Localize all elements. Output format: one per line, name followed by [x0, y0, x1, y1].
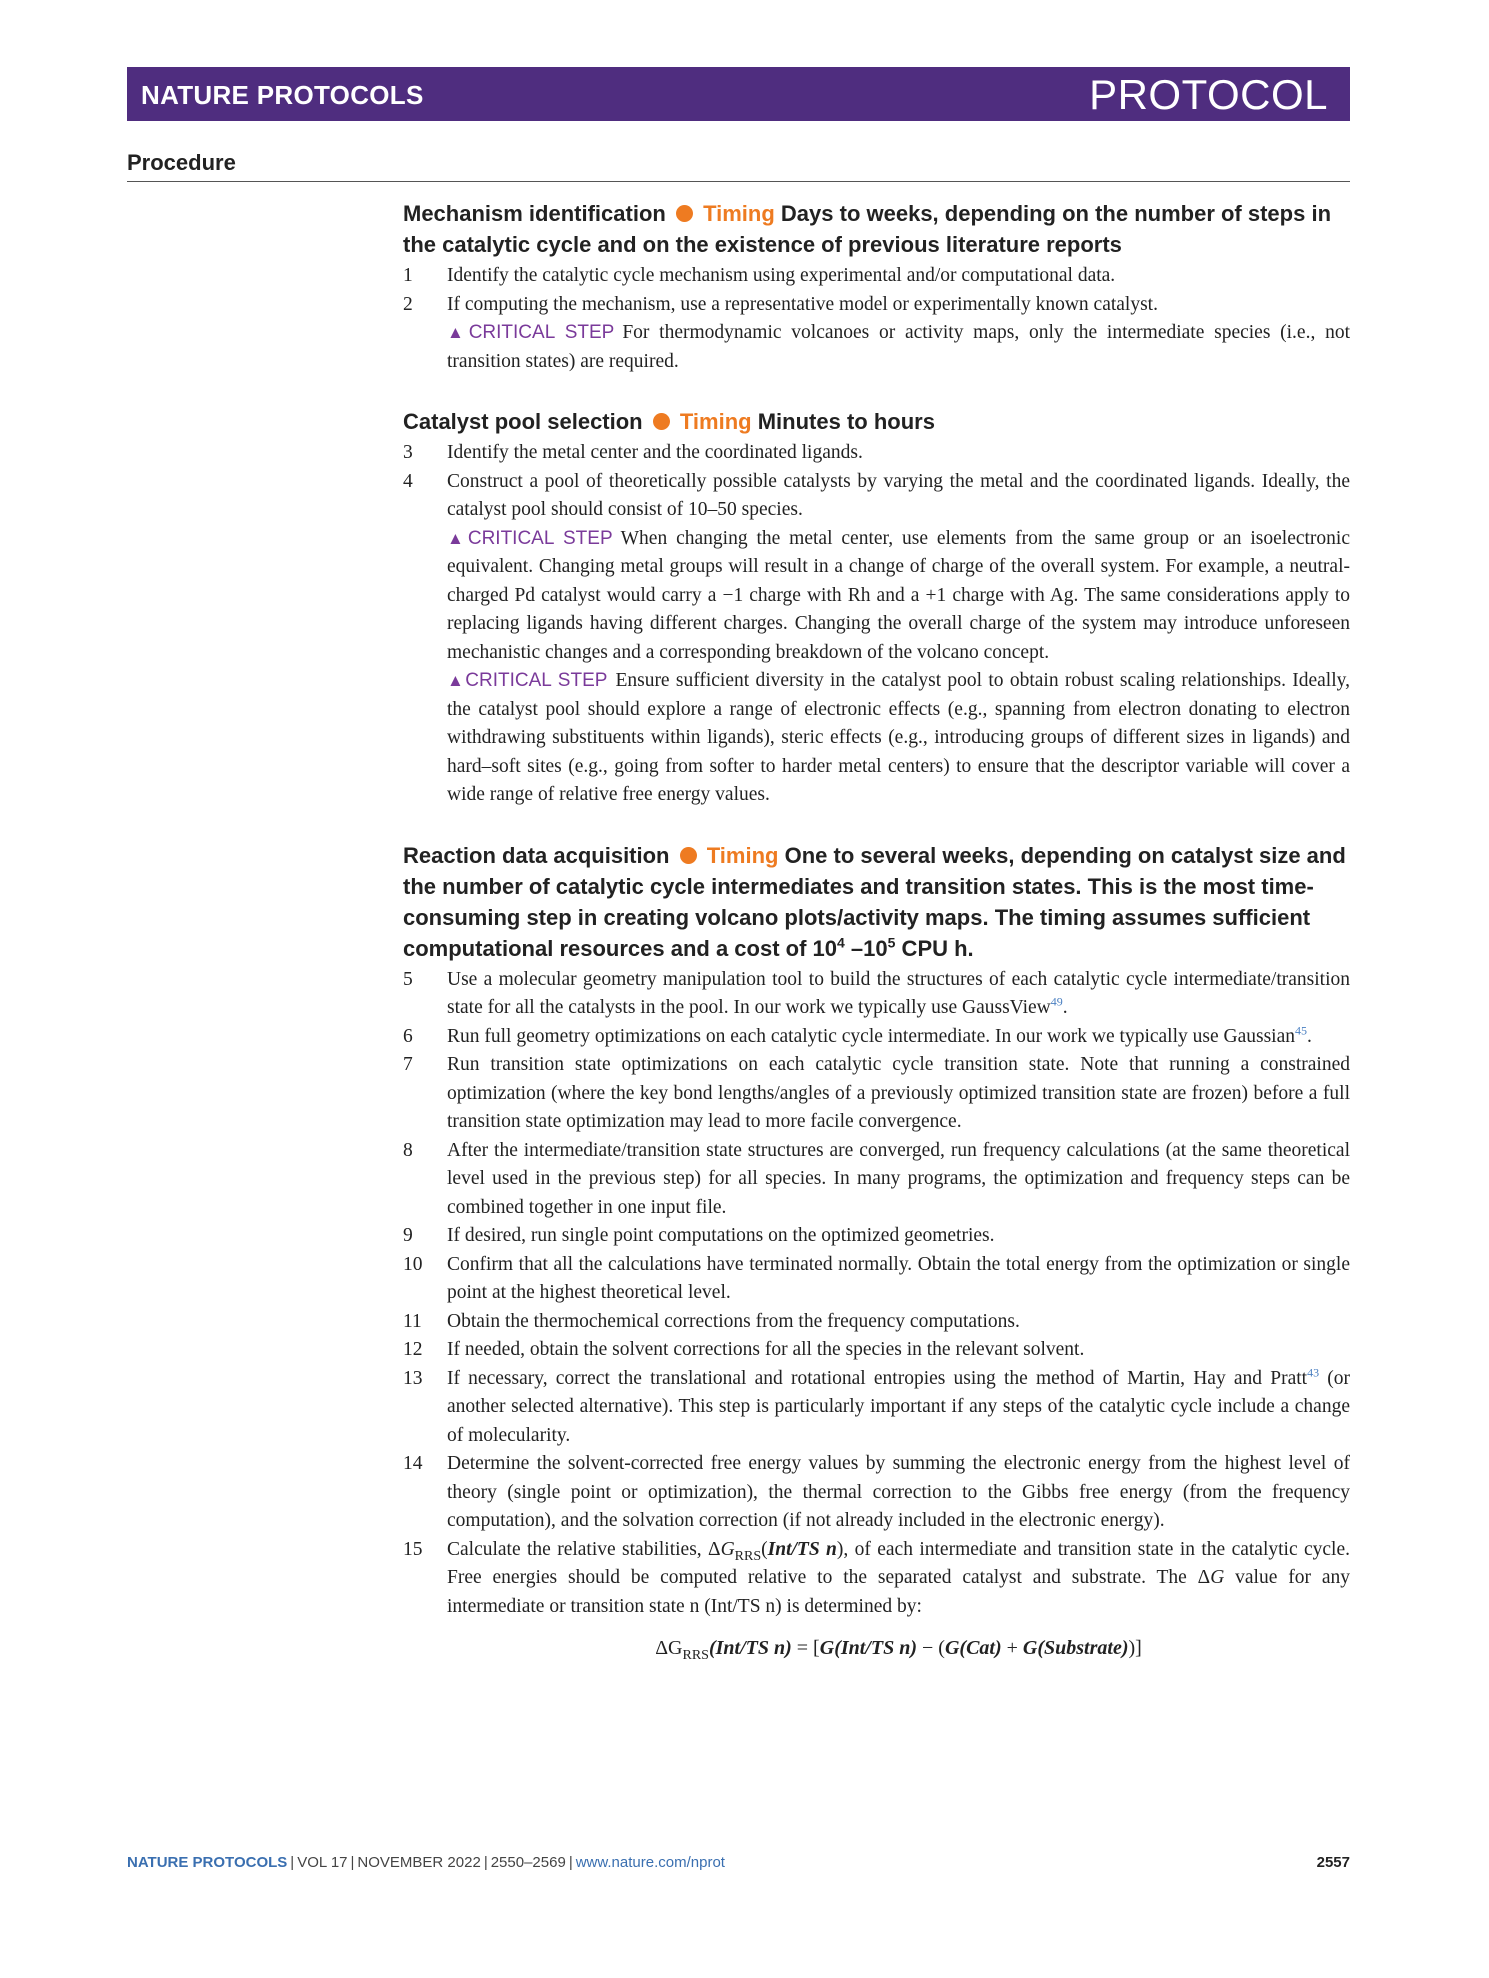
- block-catalyst-pool-selection: [403, 406, 1350, 810]
- step-number: 10: [403, 1253, 423, 1275]
- step-number: 12: [403, 1339, 423, 1360]
- block-title: Catalyst pool selection: [403, 409, 643, 434]
- critical-step-note: [447, 667, 1350, 810]
- timing-label: Timing: [703, 201, 775, 226]
- timing-label: Timing: [679, 409, 752, 434]
- step-number: 14: [403, 1453, 423, 1474]
- step: [403, 1365, 1350, 1451]
- citation-link[interactable]: 49: [1050, 994, 1063, 1009]
- step-text: Use a molecular geometry manipulation tool to build the structures of each catalytic cycle intermediate/transition state for all the catalysts in the pool. In our work we typically use GaussView$^{49}$.: [447, 968, 1350, 1018]
- block-mechanism-identification: [403, 198, 1350, 376]
- block-heading: [403, 406, 1350, 437]
- step-number: 7: [403, 1054, 413, 1075]
- step: [403, 1308, 1350, 1337]
- timing-text: One to several weeks, depending on catalyst size and the number of catalytic cycle intermediates and transition states. This is the most time-consuming step in creating volcano plots/activity maps. The timing assumes sufficient computational resources and a cost of 10: [403, 842, 1346, 961]
- step-text: Determine the solvent-corrected free energy values by summing the electronic energy from the highest level of theory (single point or optimization), the thermal correction to the Gibbs free energy (from the frequency computation), and the solvation correction (if not already included in the electronic energy).: [447, 1453, 1350, 1531]
- step-text: Construct a pool of theoretically possible catalysts by varying the metal and the coordinated ligands. Ideally, the catalyst pool should consist of 10–50 species.: [447, 470, 1350, 520]
- step-number: 1: [403, 265, 413, 286]
- footer-url-link[interactable]: www.nature.com/nprot: [575, 1854, 725, 1871]
- warning-triangle-icon: ▲: [447, 671, 466, 690]
- timing-text-mid: –10: [844, 935, 888, 961]
- critical-step-text: Ensure sufficient diversity in the catalyst pool to obtain robust scaling relationships. Ideally, the catalyst pool should explore a range of electronic effects (e.g., spanning from electron donating to electron withdrawing substituents within ligands), steric effects (e.g., introducing groups of different sizes in ligands) and hard–soft sites (e.g., going from softer to harder metal centers) to ensure that the descriptor variable will cover a wide range of relative free energy values.: [447, 670, 1351, 805]
- procedure-content: [403, 198, 1350, 1687]
- footer-date: NOVEMBER 2022: [357, 1854, 481, 1871]
- timing-text: Minutes to hours: [757, 409, 935, 434]
- step-text: If computing the mechanism, use a representative model or experimentally known catalyst.: [447, 293, 1158, 315]
- step: [403, 468, 1350, 810]
- critical-step-label: CRITICAL STEP: [465, 670, 608, 691]
- step-text: If necessary, correct the translational and rotational entropies using the method of Martin, Hay and Pratt$^{43}$ (or another selected alternative). This step is particularly important if any steps of the catalytic cycle include a change of molecularity.: [447, 1365, 1350, 1446]
- header-bar: [127, 67, 1350, 121]
- step-number: 3: [403, 442, 413, 463]
- step: [403, 1222, 1350, 1251]
- step-number: 8: [403, 1139, 413, 1161]
- step-text: Confirm that all the calculations have terminated normally. Obtain the total energy from the optimization or single point at the highest theoretical level.: [447, 1253, 1350, 1303]
- critical-step-text: For thermodynamic volcanoes or activity maps, only the intermediate species (i.e., not transition states) are required.: [447, 322, 1350, 372]
- step-text: Run full geometry optimizations on each catalytic cycle intermediate. In our work we typically use Gaussian$^{45}$.: [447, 1023, 1312, 1047]
- step: [403, 966, 1350, 1023]
- footer-volume: VOL 17: [297, 1854, 348, 1871]
- step: [403, 1450, 1350, 1536]
- block-heading: [403, 198, 1350, 260]
- warning-triangle-icon: ▲: [447, 528, 468, 548]
- step-number: 4: [403, 470, 413, 492]
- step-text: If desired, run single point computations on the optimized geometries.: [447, 1225, 995, 1246]
- step: [403, 1251, 1350, 1308]
- page-number: 2557: [1316, 1854, 1350, 1871]
- step-text: Identify the catalytic cycle mechanism using experimental and/or computational data.: [447, 265, 1116, 286]
- timing-exponent: 5: [887, 934, 896, 951]
- step-text: After the intermediate/transition state structures are converged, run frequency calculations (at the same theoretical level used in the previous step) for all species. In many programs, the optimization and frequency steps can be combined together in one input file.: [447, 1139, 1350, 1218]
- block-title: Mechanism identification: [403, 201, 666, 226]
- step: [403, 262, 1350, 291]
- step-number: 13: [403, 1367, 423, 1389]
- step-number: 2: [403, 293, 413, 315]
- free-energy-equation: $\Delta G_{RRS}(Int/TS$ n) = [G(Int/TS n) − (G(Cat) + G(Substrate))]: [655, 1637, 1142, 1663]
- footer-pages: 2550–2569: [490, 1854, 566, 1871]
- step-text: If needed, obtain the solvent corrections for all the species in the relevant solvent.: [447, 1339, 1085, 1360]
- step: [403, 1051, 1350, 1137]
- block-heading: [403, 840, 1350, 964]
- journal-name: NATURE PROTOCOLS: [141, 80, 424, 110]
- step-number: 15: [403, 1538, 423, 1560]
- timing-exponent: 4: [837, 934, 845, 951]
- critical-step-label: CRITICAL STEP: [468, 322, 615, 343]
- step: [403, 1137, 1350, 1223]
- block-reaction-data-acquisition: [403, 840, 1350, 1664]
- step: [403, 1536, 1350, 1622]
- citation-link[interactable]: 45: [1294, 1023, 1307, 1037]
- timing-dot-icon: [676, 205, 693, 222]
- step-text: Run transition state optimizations on each catalytic cycle transition state. Note that running a constrained optimization (where the key bond lengths/angles of a previously optimized transition state are frozen) before a full transition state optimization may lead to more facile convergence.: [447, 1054, 1350, 1132]
- article-type: PROTOCOL: [1089, 71, 1328, 118]
- critical-step-label: CRITICAL STEP: [467, 527, 613, 549]
- timing-text-end: CPU h.: [895, 935, 974, 961]
- citation-link[interactable]: 43: [1307, 1365, 1320, 1379]
- step-text: Obtain the thermochemical corrections from the frequency computations.: [447, 1310, 1020, 1332]
- step-number: 6: [403, 1025, 413, 1047]
- timing-label: Timing: [706, 842, 779, 868]
- step-number: 5: [403, 968, 413, 990]
- block-title: Reaction data acquisition: [403, 842, 670, 868]
- step-text: Calculate the relative stabilities, $\Delta G_{RRS}(Int/TS$ n), of each intermediate and transition state in the catalytic cycle. Free energies should be computed relative to the separated catalyst and substrate. The ΔG value for any intermediate or transition state n (Int/TS n) is determined by:: [447, 1538, 1350, 1617]
- step-number: 11: [403, 1310, 422, 1332]
- timing-dot-icon: [680, 847, 697, 864]
- section-divider: [127, 181, 1350, 182]
- timing-text: Days to weeks, depending on the number of steps in the catalytic cycle and on the existence of previous literature reports: [403, 201, 1332, 257]
- step-text: Identify the metal center and the coordinated ligands.: [447, 442, 863, 463]
- critical-step-note: [447, 319, 1350, 376]
- critical-step-text: When changing the metal center, use elements from the same group or an isoelectronic equivalent. Changing metal groups will result in a change of charge of the overall system. For example, a neutral-charged Pd catalyst would carry a −1 charge with Rh and a +1 charge with Ag. The same considerations apply to replacing ligands having different charges. Changing the overall charge of the system may introduce unforeseen mechanistic changes and a corresponding breakdown of the volcano concept.: [447, 527, 1351, 663]
- footer-journal: NATURE PROTOCOLS: [127, 1854, 288, 1871]
- step: [403, 1336, 1350, 1365]
- step-number: 9: [403, 1225, 413, 1246]
- section-heading: Procedure: [127, 150, 236, 175]
- page-footer: NATURE PROTOCOLS | VOL 17 | NOVEMBER 2022 | 2550–2569 | www.nature.com/nprot 2557: [127, 1854, 1350, 1871]
- step: [403, 291, 1350, 377]
- warning-triangle-icon: ▲: [447, 323, 469, 342]
- critical-step-note: [447, 525, 1350, 668]
- step: [403, 439, 1350, 468]
- step: [403, 1023, 1350, 1052]
- timing-dot-icon: [653, 413, 670, 430]
